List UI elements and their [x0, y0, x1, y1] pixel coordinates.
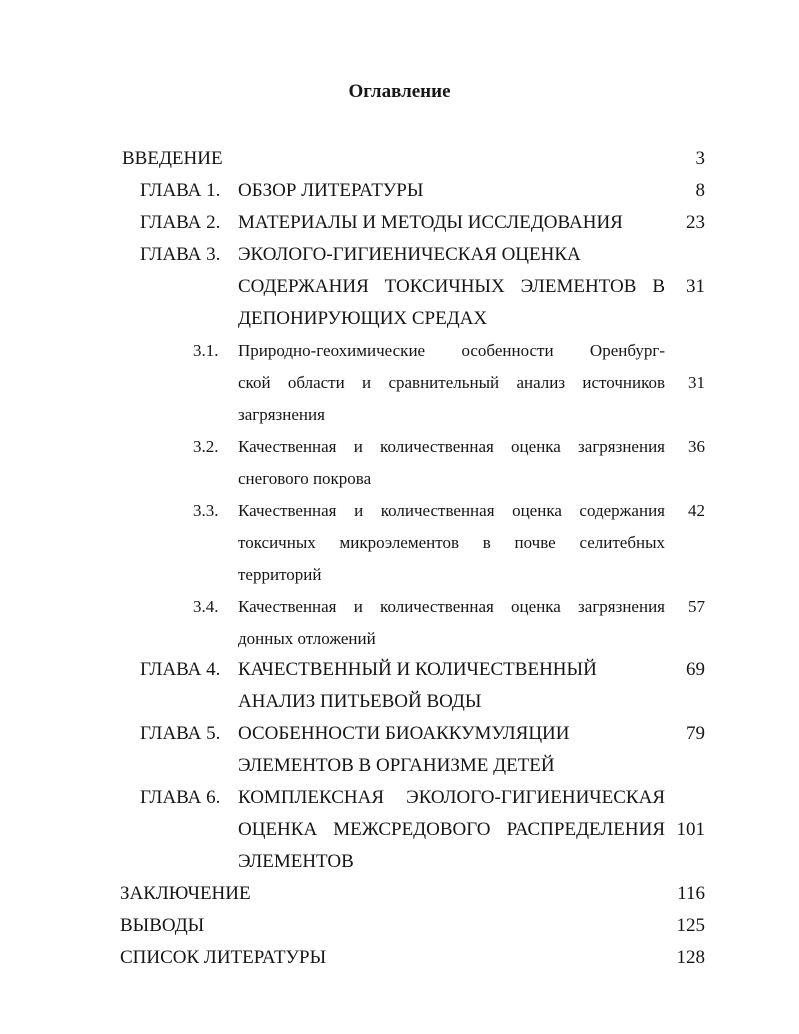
toc-entry-number: 3.1.	[193, 341, 219, 360]
toc-entry-page: 57	[688, 597, 705, 616]
toc-entry-title-line: ОСОБЕННОСТИ БИОАККУМУЛЯЦИИ	[238, 723, 570, 744]
toc-entry-page: 128	[676, 947, 705, 968]
toc-entry-title-line: ЗАКЛЮЧЕНИЕ	[120, 883, 251, 904]
toc-entry-title-line: Качественная и количественная оценка содержания	[238, 501, 665, 520]
toc-entry-title-line: ЭКОЛОГО-ГИГИЕНИЧЕСКАЯ ОЦЕНКА	[238, 244, 581, 265]
toc-entry-title-line: КАЧЕСТВЕННЫЙ И КОЛИЧЕСТВЕННЫЙ	[238, 659, 597, 680]
toc-entry-title-line: ВЫВОДЫ	[120, 915, 205, 936]
toc-entry-title-line: МАТЕРИАЛЫ И МЕТОДЫ ИССЛЕДОВАНИЯ	[238, 212, 623, 233]
toc-entry-number: 3.3.	[193, 501, 219, 520]
toc-entry-title-line: ДЕПОНИРУЮЩИХ СРЕДАХ	[238, 308, 488, 329]
toc-entry-number: ГЛАВА 2.	[140, 212, 221, 233]
toc-entry-title-line: территорий	[238, 565, 322, 584]
toc-entry-number: 3.2.	[193, 437, 219, 456]
toc-entry-title-line: ской области и сравнительный анализ источников	[238, 373, 665, 392]
toc-entry-title-line: ЭЛЕМЕНТОВ В ОРГАНИЗМЕ ДЕТЕЙ	[238, 755, 555, 776]
toc-entry-page: 36	[688, 437, 705, 456]
toc-entry-page: 8	[695, 180, 705, 201]
toc-entry-number: ГЛАВА 6.	[140, 787, 221, 808]
toc-entry-page: 3	[695, 148, 705, 169]
toc-entry-number: 3.4.	[193, 597, 219, 616]
toc-entry-number: ГЛАВА 4.	[140, 659, 221, 680]
toc-entry-title-line: СОДЕРЖАНИЯ ТОКСИЧНЫХ ЭЛЕМЕНТОВ В	[238, 276, 665, 297]
toc-entry-title-line: загрязнения	[238, 405, 325, 424]
toc-entry-title-line: КОМПЛЕКСНАЯ ЭКОЛОГО-ГИГИЕНИЧЕСКАЯ	[238, 787, 665, 808]
toc-entry-page: 42	[688, 501, 705, 520]
toc-entry-title-line: токсичных микроэлементов в почве селитебных	[238, 533, 665, 552]
toc-entry-title-line: ОЦЕНКА МЕЖСРЕДОВОГО РАСПРЕДЕЛЕНИЯ	[238, 819, 665, 840]
toc-entry-page: 125	[676, 915, 705, 936]
toc-entry-title-line: ОБЗОР ЛИТЕРАТУРЫ	[238, 180, 424, 201]
toc-entry-title-line: снегового покрова	[238, 469, 372, 488]
toc-entry-page: 79	[686, 723, 705, 744]
toc-entry-title-line: Качественная и количественная оценка загрязнения	[238, 437, 665, 456]
toc-entry-number: ГЛАВА 5.	[140, 723, 221, 744]
toc-entry-title-line: ЭЛЕМЕНТОВ	[238, 851, 354, 872]
toc-entry-title-line: Качественная и количественная оценка загрязнения	[238, 597, 665, 616]
toc-entry-number: ГЛАВА 1.	[140, 180, 221, 201]
toc-entry-title-line: донных отложений	[238, 629, 376, 648]
toc-entry-number: ГЛАВА 3.	[140, 244, 221, 265]
toc-entry-page: 23	[686, 212, 705, 233]
toc-entry-page: 101	[676, 819, 705, 840]
toc-entry-title-line: ВВЕДЕНИЕ	[122, 148, 223, 169]
toc-entry-page: 31	[688, 373, 705, 392]
toc-entry-title-line: СПИСОК ЛИТЕРАТУРЫ	[120, 947, 327, 968]
page-title: Оглавление	[348, 81, 451, 102]
toc-entry-title-line: Природно-геохимические особенности Оренбург-	[238, 341, 665, 360]
toc-entry-page: 116	[677, 883, 705, 904]
toc-entry-page: 31	[686, 276, 705, 297]
toc-entry-page: 69	[686, 659, 705, 680]
toc-entry-title-line: АНАЛИЗ ПИТЬЕВОЙ ВОДЫ	[238, 691, 482, 712]
